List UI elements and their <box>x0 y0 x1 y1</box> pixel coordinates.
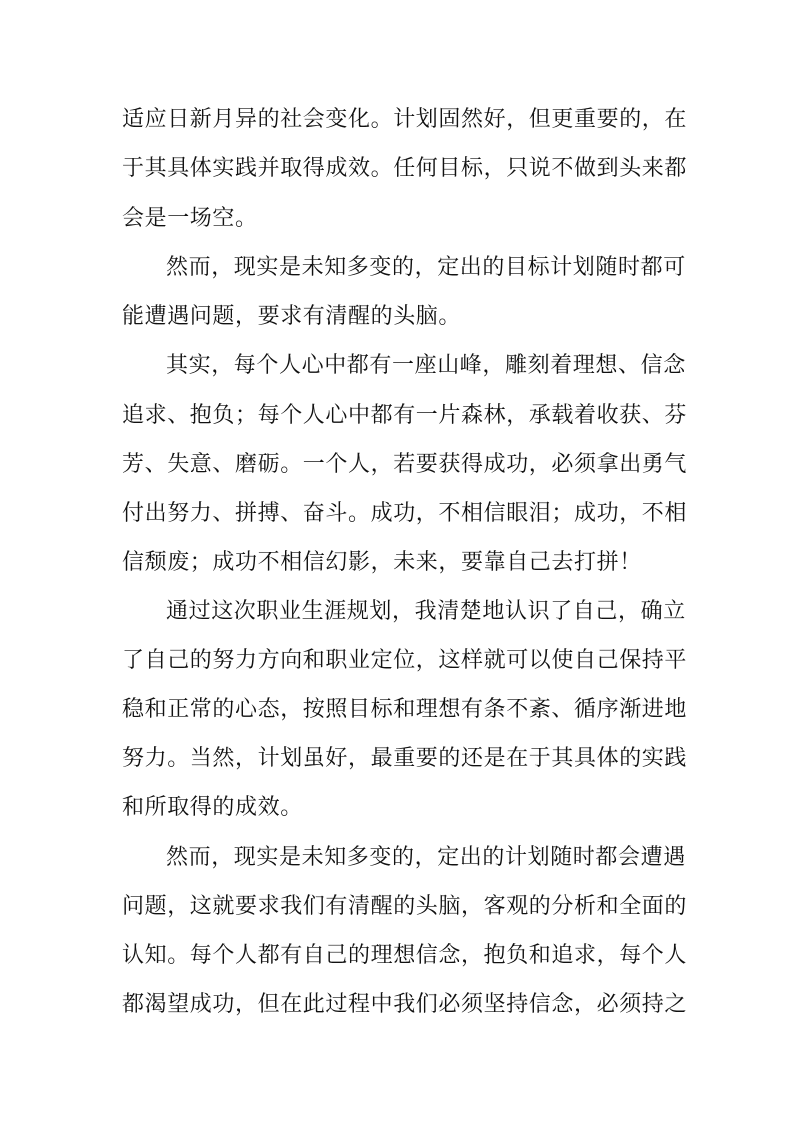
paragraph-first-line: 然而，现实是未知多变的，定出的目标计划随时都可 <box>166 255 686 280</box>
text-line: 会是一场空。 <box>122 206 258 231</box>
paragraph-first-line: 通过这次职业生涯规划，我清楚地认识了自己，确立 <box>166 599 686 624</box>
paragraph-first-line: 其实，每个人心中都有一座山峰，雕刻着理想、信念 <box>166 353 686 378</box>
text-line: 于其具体实践并取得成效。任何目标，只说不做到头来都 <box>122 156 688 181</box>
text-line: 付出努力、拼搏、奋斗。成功，不相信眼泪；成功，不相 <box>122 501 688 526</box>
text-line: 稳和正常的心态，按照目标和理想有条不紊、循序渐进地 <box>122 697 688 722</box>
paragraph-first-line: 然而，现实是未知多变的，定出的计划随时都会遭遇 <box>166 845 686 870</box>
text-line: 芳、失意、磨砺。一个人，若要获得成功，必须拿出勇气 <box>122 452 688 477</box>
text-line: 都渴望成功，但在此过程中我们必须坚持信念，必须持之 <box>122 992 688 1017</box>
text-line: 适应日新月异的社会变化。计划固然好，但更重要的，在 <box>122 107 688 132</box>
text-line: 问题，这就要求我们有清醒的头脑，客观的分析和全面的 <box>122 894 688 919</box>
text-line: 和所取得的成效。 <box>122 795 303 820</box>
text-line: 信颓废；成功不相信幻影，未来，要靠自己去打拼！ <box>122 550 642 575</box>
text-line: 认知。每个人都有自己的理想信念，抱负和追求，每个人 <box>122 943 688 968</box>
text-line: 了自己的努力方向和职业定位，这样就可以使自己保持平 <box>122 648 688 673</box>
text-line: 努力。当然，计划虽好，最重要的还是在于其具体的实践 <box>122 746 688 771</box>
text-line: 能遭遇问题，要求有清醒的头脑。 <box>122 304 462 329</box>
text-line: 追求、抱负；每个人心中都有一片森林，承载着收获、芬 <box>122 403 688 428</box>
